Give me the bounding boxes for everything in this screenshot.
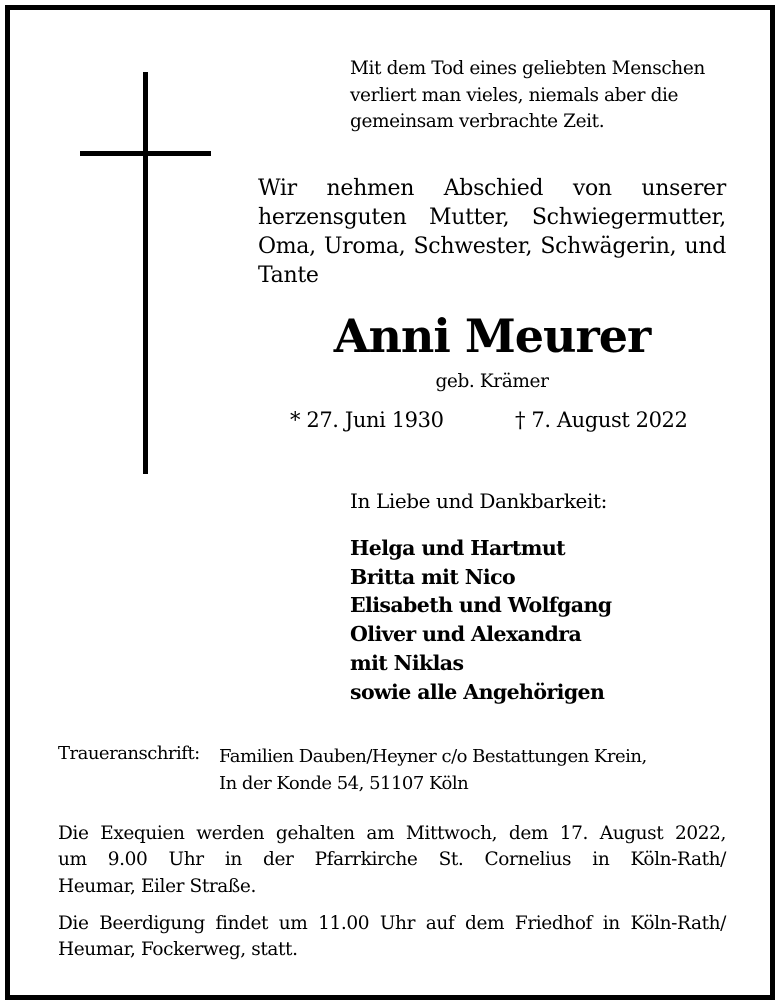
cross-icon: [143, 72, 148, 474]
service-info: [58, 821, 726, 900]
mourner-name: Helga und Hartmut: [350, 536, 566, 560]
death-date: † 7. August 2022: [515, 408, 688, 432]
farewell-line: Wir nehmen Abschied von unserer: [258, 176, 726, 201]
mourner-name: Britta mit Nico: [350, 564, 516, 589]
address-line: In der Konde 54, 51107 Köln: [219, 773, 469, 794]
mourner-name: Oliver und Alexandra: [350, 622, 582, 647]
farewell-text: [258, 174, 726, 290]
memorial-quote: [350, 56, 740, 136]
birth-date: * 27. Juni 1930: [290, 408, 444, 432]
service-line: Die Exequien werden gehalten am Mittwoch, dem 17. August 2022,: [58, 823, 726, 844]
cross-icon-crossbar: [80, 151, 211, 156]
mourners-heading: In Liebe und Dankbarkeit:: [350, 489, 607, 513]
birth-name: geb. Krämer: [435, 371, 549, 392]
farewell-line: herzensguten Mutter, Schwiegermutter,: [258, 205, 726, 230]
obituary-notice: [5, 5, 775, 1000]
service-line: Heumar, Eiler Straße.: [58, 875, 256, 897]
burial-line: Die Beerdigung findet um 11.00 Uhr auf dem Friedhof in Köln-Rath/: [58, 913, 726, 934]
farewell-line: Tante: [258, 263, 319, 288]
mourner-name: sowie alle Angehörigen: [350, 679, 605, 704]
farewell-line: Oma, Uroma, Schwester, Schwägerin, und: [258, 234, 726, 259]
quote-line: gemeinsam verbrachte Zeit.: [350, 111, 605, 132]
deceased-name: Anni Meurer: [333, 309, 651, 363]
mourner-name: Elisabeth und Wolfgang: [350, 593, 612, 618]
burial-line: Heumar, Fockerweg, statt.: [58, 939, 298, 961]
service-line: um 9.00 Uhr in der Pfarrkirche St. Cornelius in Köln-Rath/: [58, 849, 726, 871]
address-line: Familien Dauben/Heyner c/o Bestattungen Krein,: [219, 746, 647, 767]
quote-line: Mit dem Tod eines geliebten Menschen: [350, 58, 705, 79]
address-label: Traueranschrift:: [58, 743, 200, 764]
mourners-list: [350, 534, 611, 706]
quote-line: verliert man vieles, niemals aber die: [350, 84, 679, 106]
burial-info: [58, 911, 726, 964]
mourning-address: [219, 743, 647, 797]
mourner-name: mit Niklas: [350, 650, 464, 675]
